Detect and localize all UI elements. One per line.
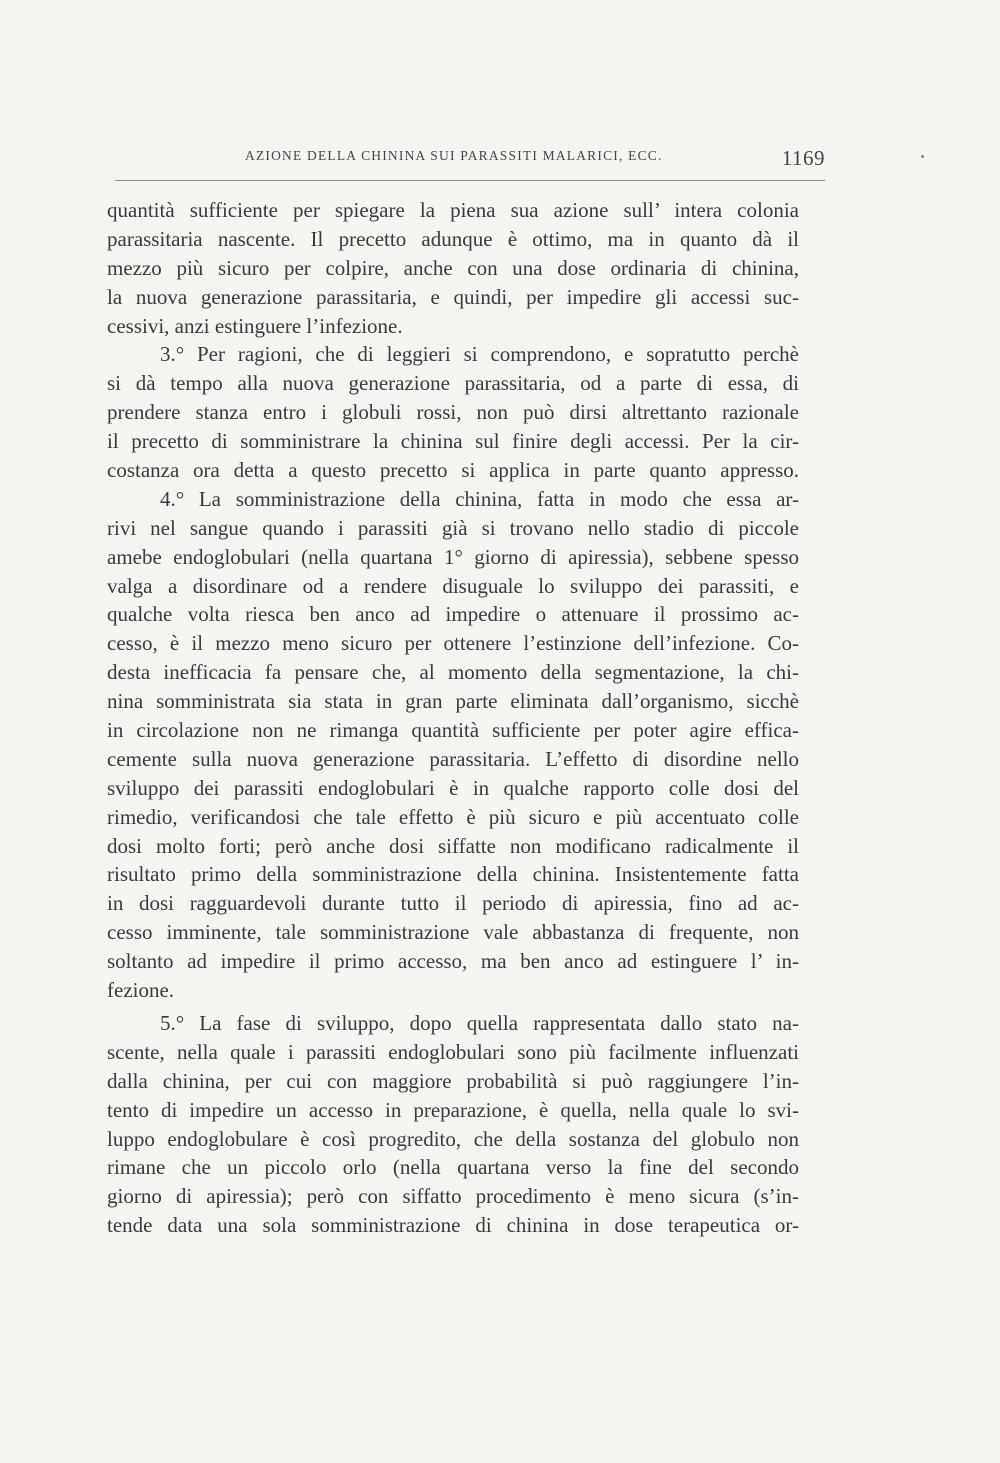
text-line: risultato primo della somministrazione della chinina. Insistentemente fatta bbox=[107, 862, 799, 887]
text-line: sviluppo dei parassiti endoglobulari è in qualche rapporto colle dosi del bbox=[107, 775, 799, 800]
paper-speck bbox=[921, 155, 924, 158]
text-line: qualche volta riesca ben anco ad impedire o attenuare il prossimo ac- bbox=[107, 602, 799, 627]
page-number: 1169 bbox=[781, 146, 825, 170]
text-line: giorno di apiressia); però con siffatto procedimento è meno sicura (s’in- bbox=[107, 1184, 799, 1209]
paragraph-5-start: 5.° La fase di sviluppo, dopo quella rappresentata dallo stato na- bbox=[160, 1010, 799, 1035]
paragraph-4-start: 4.° La somministrazione della chinina, fatta in modo che essa ar- bbox=[160, 486, 799, 511]
text-line: si dà tempo alla nuova generazione parassitaria, od a parte di essa, di bbox=[107, 371, 799, 396]
text-line: tento di impedire un accesso in preparazione, è quella, nella quale lo svi- bbox=[107, 1097, 799, 1122]
text-line: quantità sufficiente per spiegare la piena sua azione sull’ intera colonia bbox=[107, 198, 799, 222]
text-line: cesso imminente, tale somministrazione vale abbastanza di frequente, non bbox=[107, 920, 799, 945]
text-line: tende data una sola somministrazione di chinina in dose terapeutica or- bbox=[107, 1213, 799, 1238]
running-head bbox=[115, 148, 825, 176]
text-line: in circolazione non ne rimanga quantità sufficiente per poter agire effica- bbox=[107, 718, 799, 743]
text-line: in dosi ragguardevoli durante tutto il periodo di apiressia, fino ad ac- bbox=[107, 891, 799, 916]
text-line: soltanto ad impedire il primo accesso, ma ben anco ad estinguere l’ in- bbox=[107, 949, 799, 974]
text-line: scente, nella quale i parassiti endoglobulari sono più facilmente influenzati bbox=[107, 1039, 799, 1064]
text-line: mezzo più sicuro per colpire, anche con una dose ordinaria di chinina, bbox=[107, 255, 799, 280]
body-text bbox=[107, 196, 799, 1240]
text-line: dalla chinina, per cui con maggiore probabilità si può raggiungere l’in- bbox=[107, 1068, 799, 1093]
text-line: valga a disordinare od a rendere disuguale lo sviluppo dei parassiti, e bbox=[107, 573, 799, 598]
paragraph-3-start: 3.° Per ragioni, che di leggieri si comprendono, e sopratutto perchè bbox=[160, 342, 799, 367]
text-line: dosi molto forti; però anche dosi siffatte non modificano radicalmente il bbox=[107, 833, 799, 858]
text-line: desta inefficacia fa pensare che, al momento della segmentazione, la chi- bbox=[107, 660, 799, 685]
running-title: AZIONE DELLA CHININA SUI PARASSITI MALARICI, ECC. bbox=[245, 148, 663, 163]
text-line: rimedio, verificandosi che tale effetto è più sicuro e più accentuato colle bbox=[107, 804, 799, 829]
text-line: amebe endoglobulari (nella quartana 1° giorno di apiressia), sebbene spesso bbox=[107, 544, 799, 569]
text-line: cemente sulla nuova generazione parassitaria. L’effetto di disordine nello bbox=[107, 746, 799, 771]
text-line: costanza ora detta a questo precetto si applica in parte quanto appresso. bbox=[107, 458, 799, 483]
text-line: parassitaria nascente. Il precetto adunque è ottimo, ma in quanto dà il bbox=[107, 226, 799, 251]
text-line: cesso, è il mezzo meno sicuro per ottenere l’estinzione dell’infezione. Co- bbox=[107, 631, 799, 656]
text-line: il precetto di somministrare la chinina sul finire degli accessi. Per la cir- bbox=[107, 429, 799, 454]
text-line: la nuova generazione parassitaria, e quindi, per impedire gli accessi suc- bbox=[107, 284, 799, 309]
text-line: prendere stanza entro i globuli rossi, non può dirsi altrettanto razionale bbox=[107, 400, 799, 425]
paragraph-end-line: fezione. bbox=[107, 978, 175, 1003]
text-line: rivi nel sangue quando i parassiti già si trovano nello stadio di piccole bbox=[107, 515, 799, 540]
paragraph-end-line: cessivi, anzi estinguere l’infezione. bbox=[107, 313, 403, 338]
text-line: nina somministrata sia stata in gran parte eliminata dall’organismo, sicchè bbox=[107, 689, 799, 714]
text-line: luppo endoglobulare è così progredito, che della sostanza del globulo non bbox=[107, 1126, 799, 1151]
header-rule bbox=[115, 180, 825, 181]
text-line: rimane che un piccolo orlo (nella quartana verso la fine del secondo bbox=[107, 1155, 799, 1180]
